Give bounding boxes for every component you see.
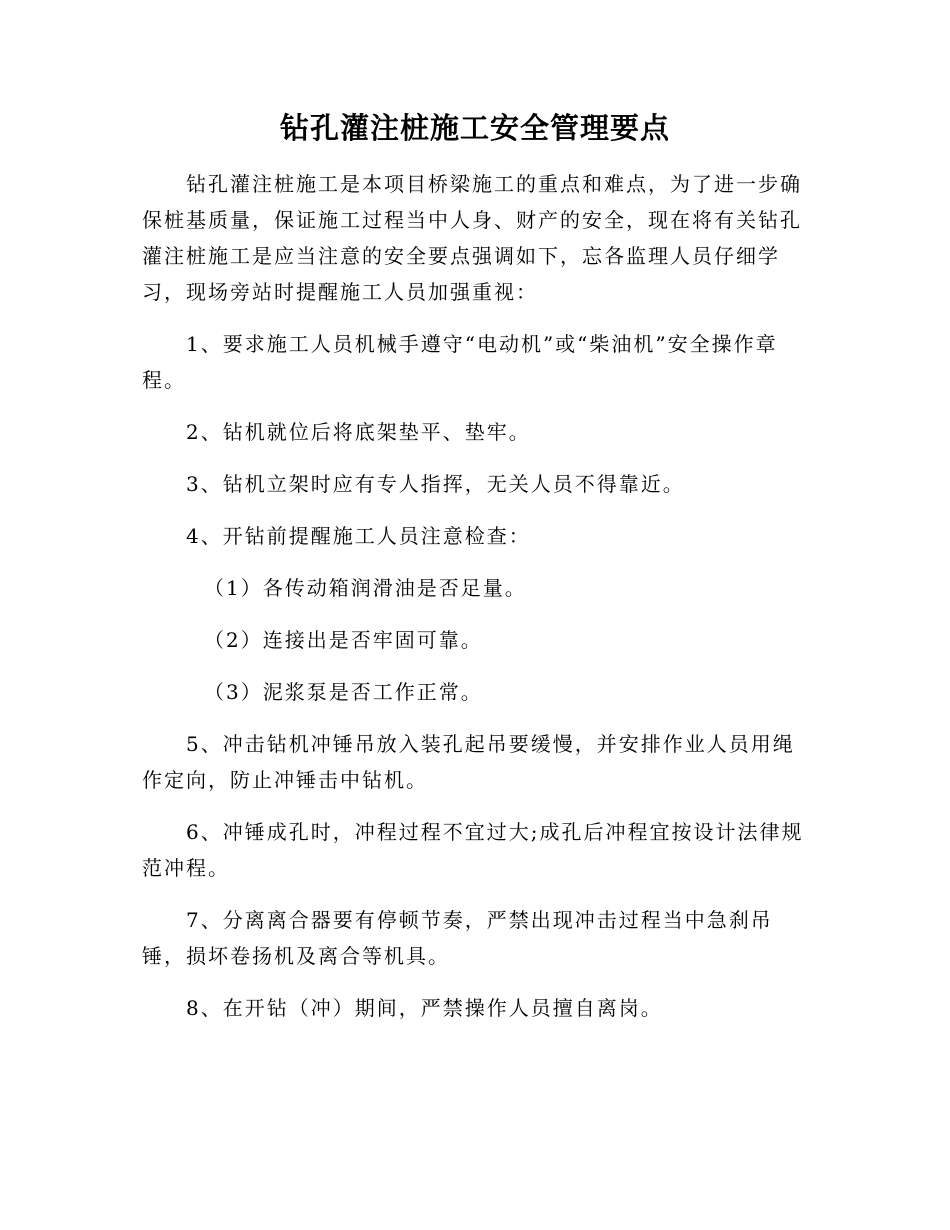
- item-7: 7、分离离合器要有停顿节奏，严禁出现冲击过程当中急刹吊锤，损坏卷扬机及离合等机具。: [142, 908, 773, 968]
- document-title: 钻孔灌注桩施工安全管理要点: [279, 111, 670, 145]
- document-body: [142, 166, 810, 1042]
- sub-item-1: （1）各传动箱润滑油是否足量。: [204, 576, 527, 600]
- sub-item-2: （2）连接出是否牢固可靠。: [204, 628, 483, 652]
- item-5: 5、冲击钻机冲锤吊放入装孔起吊要缓慢，并安排作业人员用绳作定向，防止冲锤击中钻机。: [142, 732, 795, 792]
- item-4: 4、开钻前提醒施工人员注意检查：: [186, 524, 531, 548]
- item-6: 6、冲锤成孔时，冲程过程不宜过大;成孔后冲程宜按设计法律规范冲程。: [142, 820, 804, 880]
- item-2: 2、钻机就位后将底架垫平、垫牢。: [186, 420, 531, 444]
- item-3: 3、钻机立架时应有专人指挥，无关人员不得靠近。: [186, 472, 685, 496]
- item-1: 1、要求施工人员机械手遵守“电动机”或“柴油机”安全操作章程。: [142, 332, 778, 392]
- sub-item-3: （3）泥浆泵是否工作正常。: [204, 680, 483, 704]
- item-8: 8、在开钻（冲）期间，严禁操作人员擅自离岗。: [186, 996, 663, 1020]
- intro-paragraph: 钻孔灌注桩施工是本项目桥梁施工的重点和难点，为了进一步确保桩基质量，保证施工过程当中人身、财产的安全，现在将有关钻孔灌注桩施工是应当注意的安全要点强调如下，忘各监理人员仔细学习，现场旁站时提醒施工人员加强重视：: [142, 172, 802, 304]
